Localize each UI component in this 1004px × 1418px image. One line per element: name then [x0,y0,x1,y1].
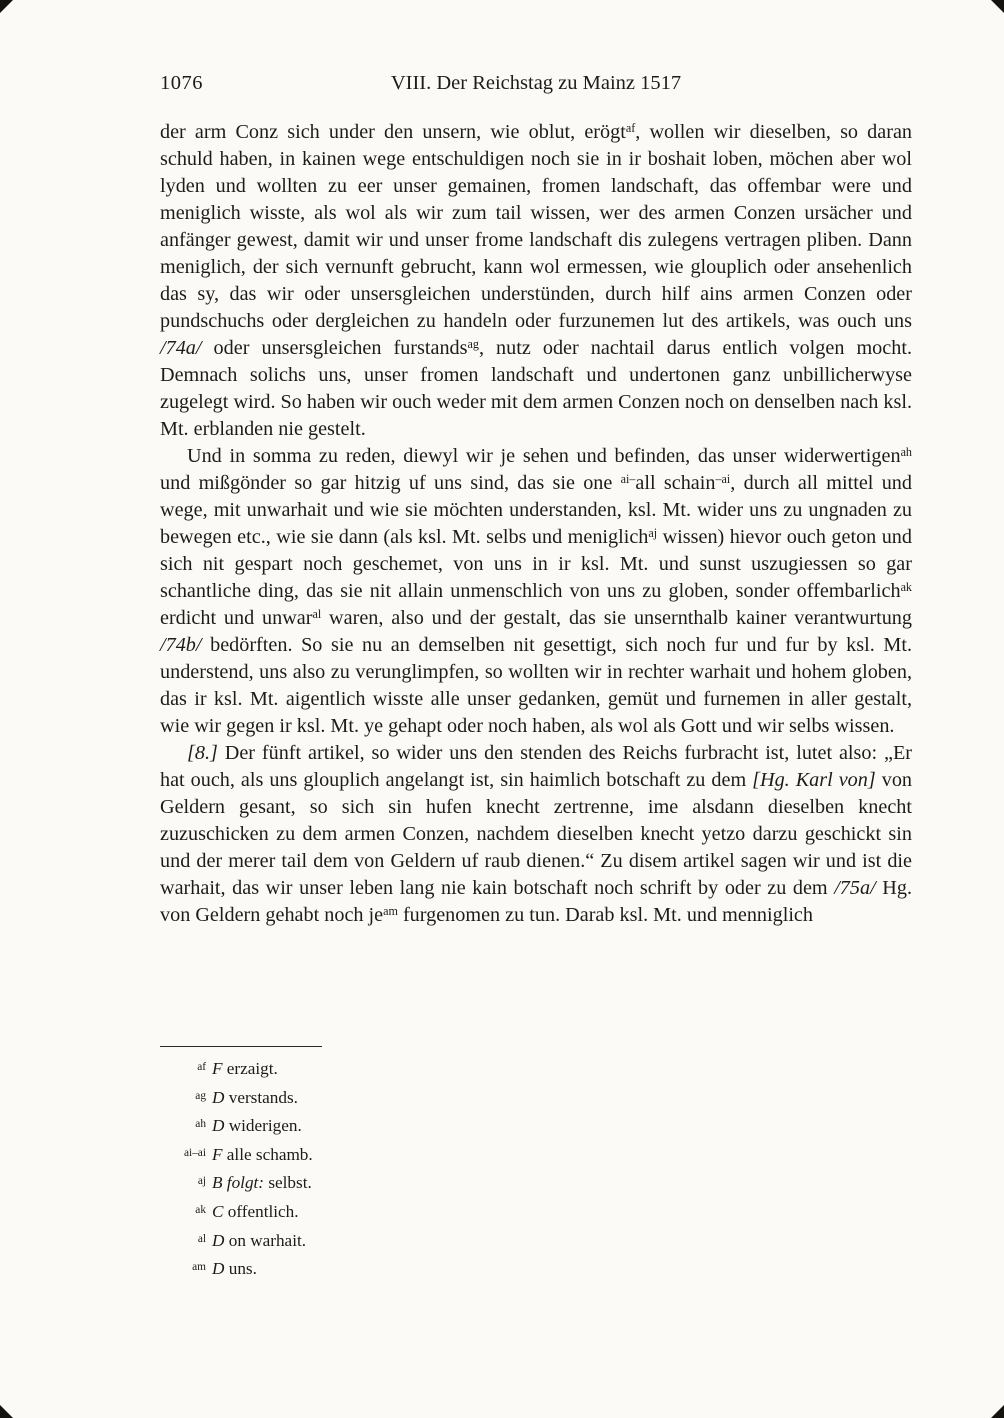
footnote-item [160,1056,912,1085]
text-run: furgenomen zu tun. Darab ksl. Mt. und menniglich [397,904,813,926]
paragraph [160,119,912,443]
footnote-text [212,1113,912,1139]
scan-corner-artifact-top-right [991,0,1004,13]
italic-text-run: D [212,1259,225,1279]
footnote-mark: al [197,1232,206,1245]
text-run: selbst. [264,1173,312,1193]
apparatus-mark: ak [900,579,912,594]
apparatus-mark: –ai [715,471,731,486]
footnote-mark: ak [195,1203,206,1216]
footnote-text [212,1228,912,1254]
italic-text-run: F [212,1144,223,1164]
text-run: erdicht und unwar [160,607,313,629]
footnote-mark: am [192,1261,206,1274]
running-header: VIII. Der Reichstag zu Mainz 1517 [390,72,682,94]
text-run: widerigen. [224,1116,302,1136]
paragraph [160,740,912,929]
scan-corner-artifact-top-left [0,0,13,13]
apparatus-mark: al [312,606,322,621]
text-run: bedörften. So sie nu an demselben nit gesettigt, sich noch fur und fur by ksl. Mt. understend, uns also zu verunglimpfen, so wollten wir in rechter warhait und hohem globen, das ir ksl. Mt. aigentlich wisste alle unser gedanken, gemüt und furnemen in aller gestalt, wie wir gegen ir ksl. Mt. ye gehapt oder noch haben, als wol als Gott und wir selbs wissen. [160,634,912,737]
text-run: on warhait. [224,1230,307,1250]
text-run: von Geldern gesant, so sich sin hufen knecht zertrenne, ime alsdann dieselben knecht zuzuschicken zu dem armen Conzen, nachdem dieselben knecht yetzo darzu geschickt sin und der merer tail dem von Geldern uf raub dienen.“ Zu disem artikel sagen wir und ist die warhait, das wir unser leben lang nie kain botschaft noch schrift by oder zu dem [160,769,913,899]
footnote-item [160,1085,912,1114]
text-run: Hg. von Geldern gehabt noch je [160,877,912,926]
apparatus-mark: ag [467,336,479,351]
footnote-item [160,1256,912,1285]
italic-text-run: /74b/ [160,634,202,656]
text-run: und mißgönder so gar hitzig uf uns sind, das sie one [160,472,621,494]
text-run: verstands. [224,1087,298,1107]
text-run: , durch all mittel und wege, mit unwarhait und wie sie möchten understanden, ksl. Mt. wider uns zu ungnaden zu bewegen etc., wie sie dann (als ksl. Mt. selbs und meniglich [160,472,912,548]
footnote-mark: ag [195,1089,206,1102]
italic-text-run: /75a/ [834,877,876,899]
italic-text-run: B folgt: [212,1173,265,1193]
text-run: Und in somma zu reden, diewyl wir je sehen und befinden, das unser widerwertigen [187,445,901,467]
footnote-mark: af [197,1061,206,1073]
italic-text-run: D [212,1116,225,1136]
body-text [160,119,912,929]
italic-text-run: F [212,1059,223,1078]
text-run: der arm Conz sich under den unsern, wie oblut, erögt [160,121,626,143]
text-run: waren, also und der gestalt, das sie unsernthalb kainer verantwurtung [321,607,912,629]
apparatus-mark: ai– [620,471,636,486]
text-run: Der fünft artikel, so wider uns den stenden des Reichs furbracht ist, lutet also: „Er hat ouch, als uns glouplich angelangt ist, sin haimlich botschaft zu dem [160,742,912,791]
footnote-text [212,1170,912,1196]
text-run: oder unsersgleichen furstands [201,337,468,359]
footnote-mark: ai–ai [183,1146,206,1159]
footnote-item [160,1228,912,1257]
paragraph [160,443,912,740]
italic-text-run: [8.] [187,742,218,764]
apparatus-mark: af [625,120,636,135]
italic-text-run: D [212,1087,225,1107]
apparatus-mark: am [383,903,398,918]
footnote-text [212,1199,912,1225]
text-run: , wollen wir dieselben, so daran schuld haben, in kainen wege entschuldigen noch sie in ir boshait loben, möchen aber wol lyden und wollten zu eer unser gemainen, fromen landschaft, das offembar were und meniglich wisste, als wol als wir zum tail wissen, wer des armen Conzen ursächer und anfänger gewest, damit wir und unser frome landschaft dis zulegens vertragen pliben. Dann meniglich, der sich vernunft gebrucht, kann wol ermessen, wie glouplich oder ansehenlich das sy, das wir oder unsersgleichen understünden, durch hilf ains armen Conzen oder pundschuchs oder dergleichen zu handeln oder furzunemen lut des artikels, was ouch uns [160,121,912,332]
footnote-item [160,1170,912,1199]
footnote-text [212,1085,912,1111]
italic-text-run: [Hg. Karl von] [752,769,876,791]
page-head [160,72,912,102]
footnote-text [212,1256,912,1282]
footnote-list [160,1056,912,1285]
scan-corner-artifact-bottom-right [991,1405,1004,1418]
footnote-item [160,1113,912,1142]
scan-corner-artifact-bottom-left [0,1405,13,1418]
page-number: 1076 [160,72,203,94]
italic-text-run: D [212,1230,225,1250]
text-run: wissen) hievor ouch geton und sich nit gespart noch geschemet, von uns in ir ksl. Mt. und sunst uszugiessen so gar schantliche ding, das sie nit allain unmenschlich von uns zu globen, sonder offembarlich [160,526,912,602]
footnote-mark: ah [195,1118,206,1131]
footnote-mark: aj [197,1175,206,1188]
text-run: offentlich. [223,1201,299,1221]
text-run: erzaigt. [222,1059,278,1078]
footnote-item [160,1142,912,1171]
italic-text-run: C [212,1201,224,1221]
text-run: , nutz oder nachtail darus entlich volgen mocht. Demnach solichs uns, unser fromen landschaft und undertonen ganz unbillicherwyse zugelegt wird. So haben wir ouch weder mit dem armen Conzen noch on denselben nach ksl. Mt. erblanden nie gestelt. [160,337,912,440]
footnotes-section [160,1046,912,1285]
apparatus-mark: aj [648,525,658,540]
text-run: all schain [635,472,716,494]
italic-text-run: /74a/ [160,337,202,359]
footnote-text [212,1056,912,1082]
footnote-item [160,1199,912,1228]
footnote-text [212,1142,912,1168]
text-run: uns. [224,1259,257,1279]
text-run: alle schamb. [222,1144,313,1164]
apparatus-mark: ah [900,444,912,459]
footnote-separator-rule [160,1046,322,1047]
